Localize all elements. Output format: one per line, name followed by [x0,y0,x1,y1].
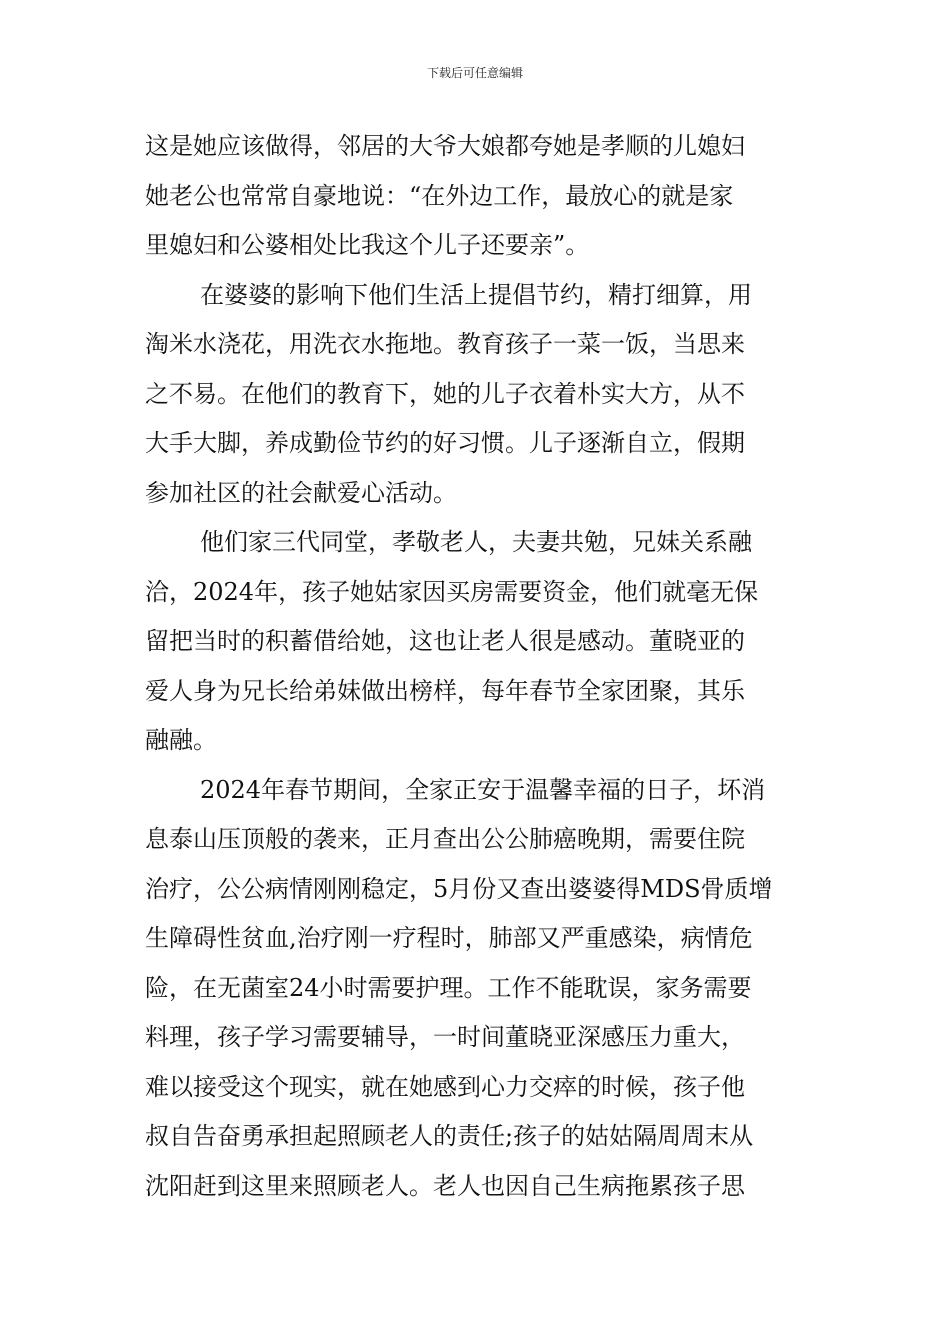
text-line: 这是她应该做得，邻居的大爷大娘都夸她是孝顺的儿媳妇 [145,132,745,160]
text-line: 险，在无菌室24小时需要护理。工作不能耽误，家务需要 [145,973,752,1002]
text-line: 料理，孩子学习需要辅导，一时间董晓亚深感压力重大， [145,1023,745,1051]
text-line: 息泰山压顶般的袭来，正月查出公公肺癌晚期，需要住院 [145,825,745,853]
page-header-note: 下载后可任意编辑 [426,66,523,80]
text-line: 难以接受这个现实，就在她感到心力交瘁的时候，孩子他 [145,1072,745,1101]
text-line: 在婆婆的影响下他们生活上提倡节约，精打细算，用 [200,280,752,309]
text-line: 治疗，公公病情刚刚稳定，5月份又查出婆婆得MDS骨质增 [145,874,773,903]
text-line: 里媳妇和公婆相处比我这个儿子还要亲”。 [145,231,590,259]
text-line: 爱人身为兄长给弟妹做出榜样，每年春节全家团聚，其乐 [145,676,745,705]
text-line: 融融。 [145,726,217,754]
document-body [145,122,805,1211]
text-line: 他们家三代同堂，孝敬老人，夫妻共勉，兄妹关系融 [200,528,752,556]
paragraph-1 [145,122,805,271]
text-line: 她老公也常常自豪地说：“在外边工作，最放心的就是家 [145,181,734,210]
text-line: 淘米水浇花，用洗衣水拖地。教育孩子一菜一饭，当思来 [145,330,745,358]
paragraph-4 [145,766,805,1212]
text-line: 叔自告奋勇承担起照顾老人的责任;孩子的姑姑隔周周末从 [145,1122,754,1150]
paragraph-2 [145,271,805,519]
text-line: 洽，2024年，孩子她姑家因买房需要资金，他们就毫无保 [145,577,759,606]
paragraph-3 [145,518,805,766]
text-line: 之不易。在他们的教育下，她的儿子衣着朴实大方，从不 [145,379,745,408]
text-line: 留把当时的积蓄借给她，这也让老人很是感动。董晓亚的 [145,627,745,655]
text-line: 生障碍性贫血,治疗刚一疗程时，肺部又严重感染，病情危 [145,924,753,952]
text-line: 参加社区的社会献爱心活动。 [145,478,457,507]
text-line: 沈阳赶到这里来照顾老人。老人也因自己生病拖累孩子思 [145,1171,745,1200]
text-line: 2024年春节期间，全家正安于温馨幸福的日子，坏消 [200,775,766,804]
text-line: 大手大脚，养成勤俭节约的好习惯。儿子逐渐自立，假期 [145,429,745,457]
